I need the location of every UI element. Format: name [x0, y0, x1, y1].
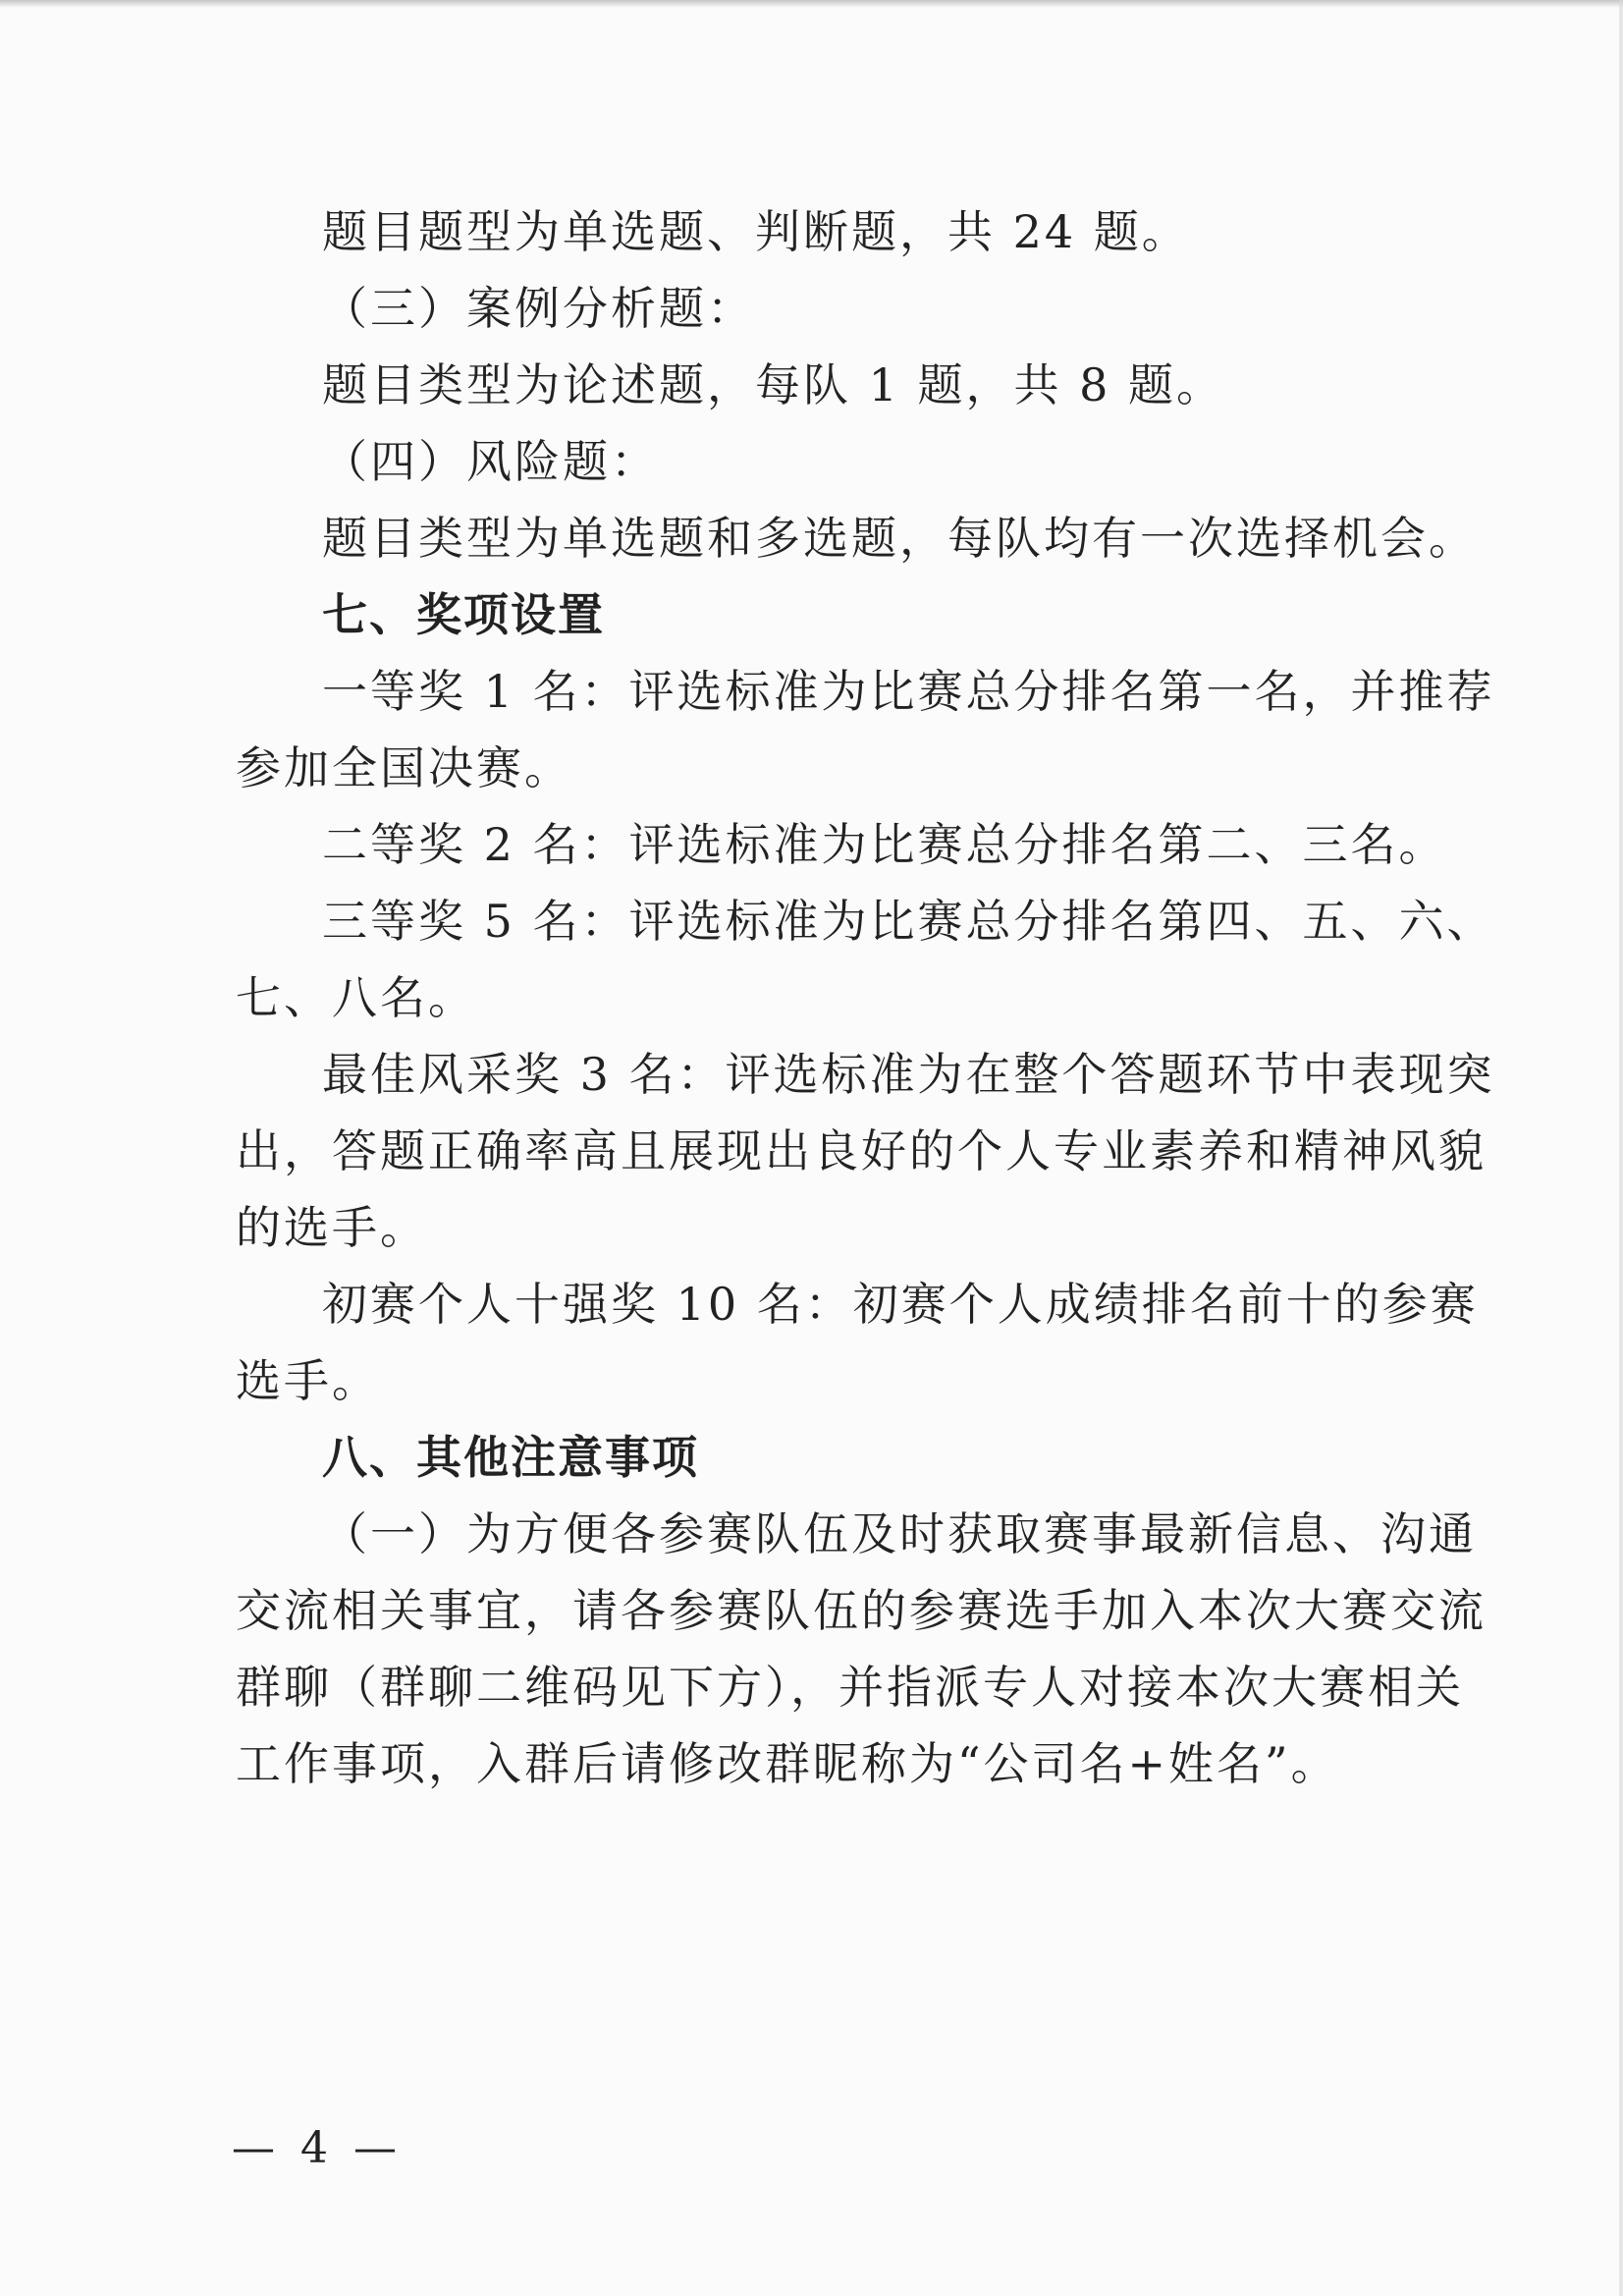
paragraph-line: 题目类型为论述题，每队 1 题，共 8 题。 — [322, 358, 1225, 411]
paragraph-line: 交流相关事宜，请各参赛队伍的参赛选手加入本次大赛交流 — [236, 1584, 1487, 1637]
subsection-heading-risk: （四）风险题： — [322, 435, 659, 488]
subsection-heading-case-analysis: （三）案例分析题： — [322, 282, 755, 335]
paragraph-line: 七、八名。 — [236, 971, 476, 1024]
paragraph-line: 的选手。 — [236, 1201, 428, 1254]
paragraph-line: 二等奖 2 名：评选标准为比赛总分排名第二、三名。 — [322, 818, 1447, 871]
paragraph-line: 工作事项，入群后请修改群昵称为“公司名+姓名”。 — [236, 1737, 1339, 1790]
paragraph-line: 一等奖 1 名：评选标准为比赛总分排名第一名，并推荐 — [322, 665, 1495, 718]
paragraph-line: 参加全国决赛。 — [236, 741, 572, 794]
paragraph-line: 题目类型为单选题和多选题，每队均有一次选择机会。 — [322, 512, 1477, 565]
section-heading-other-notes: 八、其他注意事项 — [322, 1431, 699, 1484]
scan-right-edge — [1619, 0, 1623, 2296]
paragraph-line: 三等奖 5 名：评选标准为比赛总分排名第四、五、六、 — [322, 895, 1495, 948]
page-number: — 4 — — [232, 2123, 403, 2173]
section-heading-awards: 七、奖项设置 — [322, 588, 605, 641]
paragraph-line: （一）为方便各参赛队伍及时获取赛事最新信息、沟通 — [322, 1507, 1477, 1560]
scan-top-edge — [0, 0, 1623, 8]
paragraph-line: 出，答题正确率高且展现出良好的个人专业素养和精神风貌 — [236, 1124, 1487, 1177]
paragraph-line: 初赛个人十强奖 10 名：初赛个人成绩排名前十的参赛 — [322, 1278, 1479, 1331]
paragraph-line: 最佳风采奖 3 名：评选标准为在整个答题环节中表现突 — [322, 1048, 1495, 1101]
paragraph-line: 题目题型为单选题、判断题，共 24 题。 — [322, 205, 1190, 258]
paragraph-line: 群聊（群聊二维码见下方），并指派专人对接本次大赛相关 — [236, 1661, 1464, 1714]
paragraph-line: 选手。 — [236, 1354, 380, 1407]
